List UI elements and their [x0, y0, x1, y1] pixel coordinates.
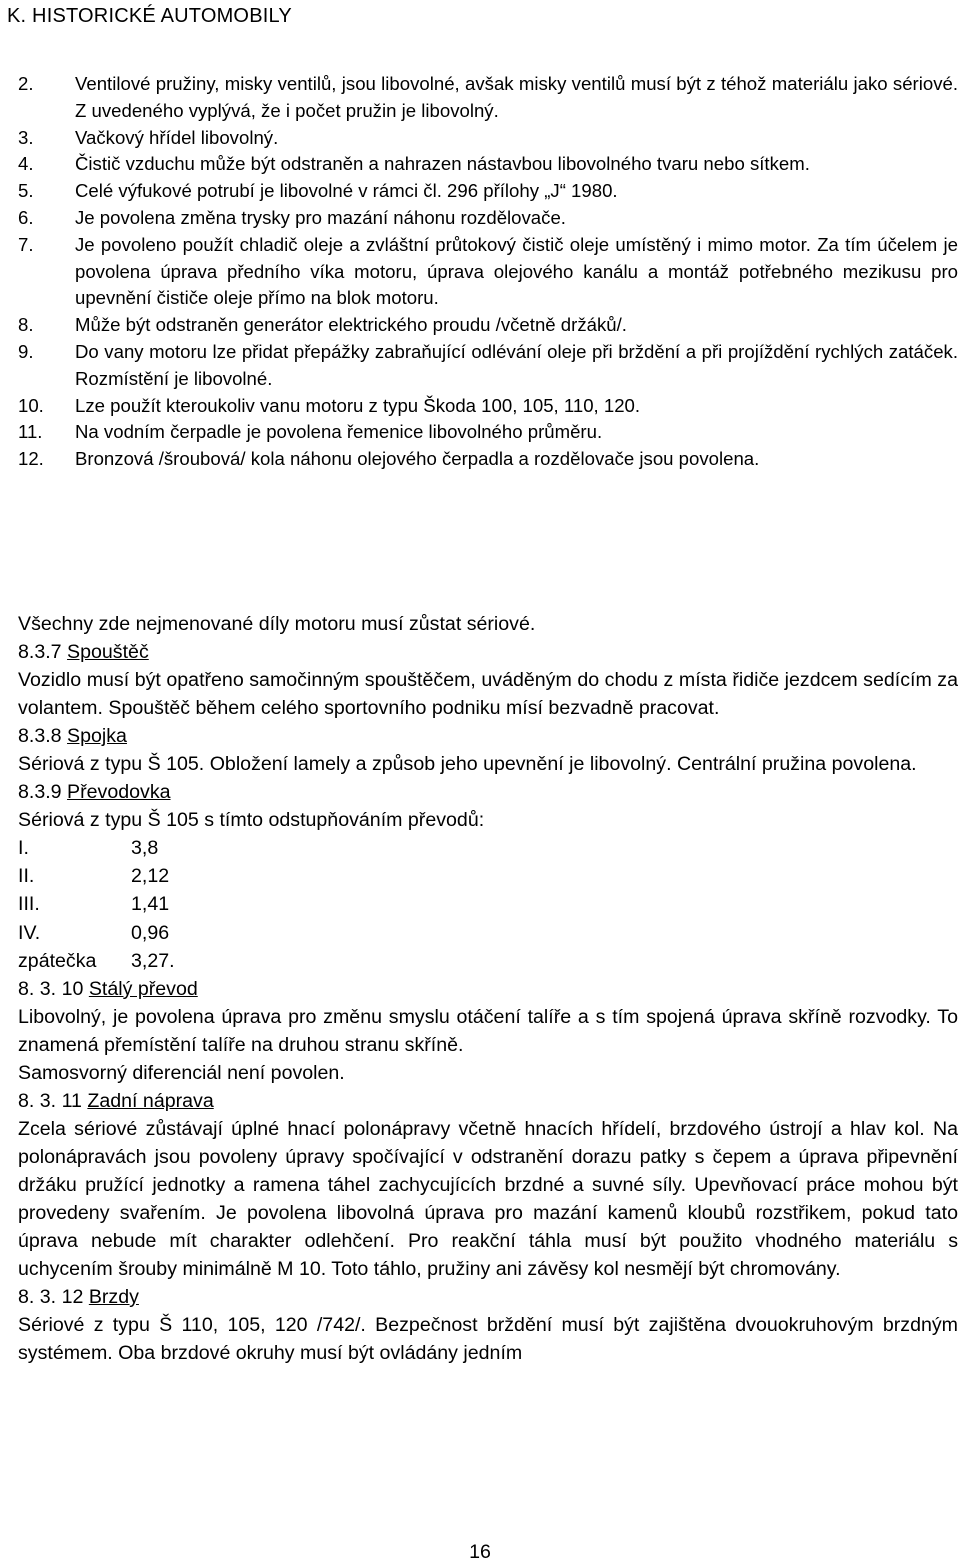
- list-item-text: Vačkový hřídel libovolný.: [75, 126, 279, 148]
- list-item: [18, 419, 958, 446]
- list-item: [18, 125, 958, 152]
- section-title: Spouštěč: [67, 641, 149, 664]
- section-title: Brzdy: [88, 1286, 139, 1309]
- list-item-number: 3.: [18, 126, 34, 148]
- gear-row: [18, 947, 958, 975]
- list-item-number: 9.: [18, 340, 34, 362]
- section-heading-rear-axle: [18, 1087, 958, 1115]
- page-number: 16: [469, 1541, 491, 1563]
- gear-value: 3,27.: [131, 949, 175, 972]
- list-item-text: Ventilové pružiny, misky ventilů, jsou libovolné, avšak misky ventilů musí být z téhož materiálu jako sériové. Z uvedeného vyplývá, že i počet pružin je libovolný.: [75, 73, 958, 121]
- gear-row: [18, 834, 958, 862]
- list-item: [18, 232, 958, 312]
- gear-value: 2,12: [131, 865, 170, 888]
- section-number: 8. 3. 12: [18, 1286, 84, 1309]
- section-heading-clutch: [18, 722, 958, 750]
- section-heading-gearbox: [18, 778, 958, 806]
- list-item-number: 8.: [18, 314, 34, 336]
- main-content: [18, 610, 958, 1367]
- gear-value: 1,41: [131, 893, 170, 916]
- list-item-text: Čistič vzduchu může být odstraněn a nahrazen nástavbou libovolného tvaru nebo sítkem.: [75, 153, 810, 175]
- section-text-rear-axle: Zcela sériové zůstávají úplné hnací polonápravy včetně hnacích hřídelí, brzdového ústrojí a hlav kol. Na polonápravách jsou povoleny úpravy spočívající v odstranění dorazu patky s čepem a úprava připevnění držáku pružící jednotky a ramena táhel zachycujících brzdné a suvné síly. Upevňovací práce mohou být provedeny svařením. Je povolena libovolná úprava pro mazání kamenů kloubů rozstřikem, pokud tato úprava nebude mít charakter odlehčení. Pro reakční táhla musí být použito vhodného materiálu s uchycením šrouby minimálně M 10. Toto táhlo, pružiny ani závěsy kol nesmějí být chromovány.: [18, 1117, 958, 1281]
- section-number: 8.3.8: [18, 725, 62, 748]
- section-text-final-drive: Libovolný, je povolena úprava pro změnu smyslu otáčení talíře a s tím spojená úprava skříně rozvodky. To znamená přemístění talíře na druhou stranu skříně.: [18, 1005, 958, 1056]
- gear-label: IV.: [18, 921, 41, 944]
- list-item-text: Celé výfukové potrubí je libovolné v rámci čl. 296 přílohy „J“ 1980.: [75, 180, 618, 202]
- page-header: K. HISTORICKÉ AUTOMOBILY: [7, 5, 292, 27]
- list-item-text: Bronzová /šroubová/ kola náhonu olejového čerpadla a rozdělovače jsou povolena.: [75, 448, 760, 470]
- list-item-number: 12.: [18, 448, 44, 470]
- summary-text: Všechny zde nejmenované díly motoru musí zůstat sériové.: [18, 613, 536, 635]
- section-number: 8.3.9: [18, 781, 62, 804]
- section-heading-brakes: [18, 1283, 958, 1311]
- gear-row: [18, 919, 958, 947]
- list-item-number: 7.: [18, 233, 34, 255]
- list-item: [18, 205, 958, 232]
- gear-label: II.: [18, 865, 35, 888]
- section-text-differential: Samosvorný diferenciál není povolen.: [18, 1061, 345, 1084]
- list-item-number: 6.: [18, 206, 34, 228]
- numbered-list: [18, 71, 958, 473]
- section-number: 8.3.7: [18, 641, 62, 664]
- list-item: [18, 178, 958, 205]
- list-item-number: 4.: [18, 153, 34, 175]
- gear-label: III.: [18, 893, 40, 916]
- section-heading-starter: [18, 638, 958, 666]
- section-text-gearbox: Sériová z typu Š 105 s tímto odstupňováním převodů:: [18, 809, 485, 832]
- list-item-number: 2.: [18, 73, 34, 94]
- gear-value: 0,96: [131, 921, 170, 944]
- section-title: Stálý převod: [88, 977, 198, 1000]
- list-item: [18, 151, 958, 178]
- list-item-text: Je povolena změna trysky pro mazání náhonu rozdělovače.: [75, 206, 566, 228]
- section-heading-final-drive: [18, 975, 958, 1003]
- list-item: [18, 71, 958, 125]
- section-title: Zadní náprava: [87, 1089, 214, 1112]
- gear-row: [18, 862, 958, 890]
- list-item-text: Na vodním čerpadle je povolena řemenice libovolného průměru.: [75, 421, 603, 443]
- list-item-text: Do vany motoru lze přidat přepážky zabraňující odlévání oleje při brždění a při projíždění rychlých zatáček. Rozmístění je libovolné.: [75, 340, 958, 389]
- section-title: Převodovka: [67, 781, 171, 804]
- section-text-brakes: Sériové z typu Š 110, 105, 120 /742/. Bezpečnost brždění musí být zajištěna dvouokruhovým brzdným systémem. Oba brzdové okruhy musí být ovládány jedním: [18, 1314, 958, 1365]
- list-item: [18, 312, 958, 339]
- list-item-number: 11.: [18, 421, 43, 443]
- section-number: 8. 3. 10: [18, 977, 84, 1000]
- gear-ratio-list: [18, 834, 958, 974]
- gear-label: zpátečka: [18, 949, 97, 972]
- list-item-text: Může být odstraněn generátor elektrického proudu /včetně držáků/.: [75, 314, 627, 336]
- list-item: [18, 339, 958, 393]
- gear-row: [18, 890, 958, 918]
- section-text-starter: Vozidlo musí být opatřeno samočinným spouštěčem, uváděným do chodu z místa řidiče jezdcem sedícím za volantem. Spouštěč během celého sportovního podniku mísí bezvadně pracovat.: [18, 669, 958, 720]
- list-item: [18, 446, 958, 473]
- list-item-number: 5.: [18, 180, 34, 202]
- list-item-text: Je povoleno použít chladič oleje a zvláštní průtokový čistič oleje umístěný i mimo motor. Za tím účelem je povolena úprava předního víka motoru, úprava olejového kanálu a montáž potřebného mezikusu pro upevnění čističe oleje přímo na blok motoru.: [75, 233, 958, 309]
- section-text-clutch: Sériová z typu Š 105. Obložení lamely a způsob jeho upevnění je libovolný. Centrální pružina povolena.: [18, 753, 917, 776]
- gear-value: 3,8: [131, 837, 159, 860]
- section-number: 8. 3. 11: [18, 1089, 82, 1112]
- list-item-text: Lze použít kteroukoliv vanu motoru z typu Škoda 100, 105, 110, 120.: [75, 394, 641, 416]
- list-item-number: 10.: [18, 394, 44, 416]
- list-item: [18, 393, 958, 420]
- section-title: Spojka: [67, 725, 127, 748]
- gear-label: I.: [18, 837, 29, 860]
